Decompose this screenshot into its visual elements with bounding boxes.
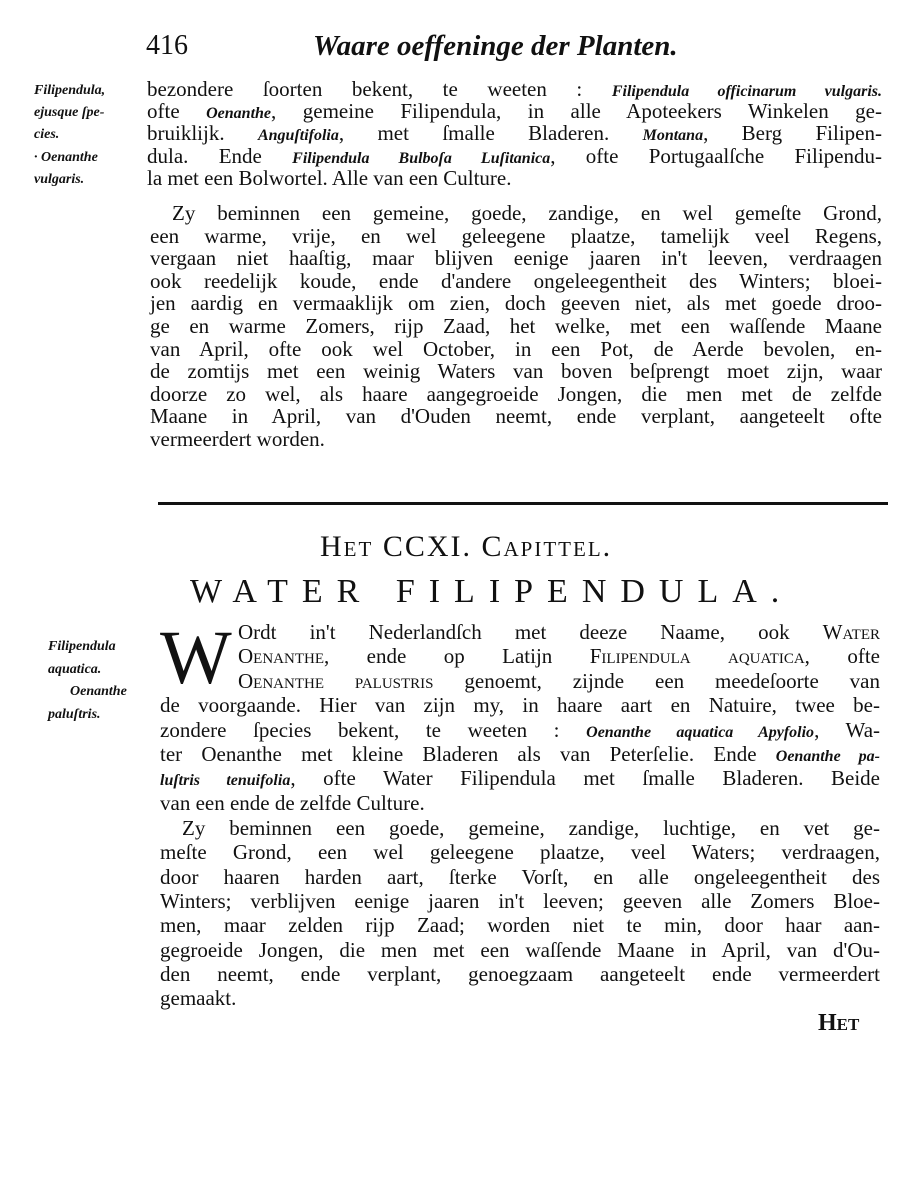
- catchword: Het: [818, 1010, 860, 1036]
- chapter-heading: Het CCXI. Capittel.: [320, 530, 613, 563]
- text-run: de zomtijs met een weinig Waters van boven beſprengt moet zijn, waar: [150, 359, 882, 384]
- text-line: [182, 817, 880, 839]
- text-run: , ofte Water Filipendula met ſmalle Bladeren. Beide: [290, 766, 880, 791]
- text-run: vergaan niet haaſtig, maar blijven eenige jaaren in't leeven, verdraagen: [150, 246, 882, 271]
- text-line: [160, 767, 880, 792]
- text-line: [150, 315, 882, 337]
- text-run: , ende op Latijn: [323, 644, 590, 669]
- text-run: van een ende de zelfde Culture.: [160, 790, 425, 815]
- section-divider: [158, 502, 888, 505]
- latin-name: Oenanthe pa-: [775, 748, 880, 765]
- text-run: bezondere ſoorten bekent, te weeten :: [147, 77, 612, 101]
- latin-name: Oenanthe: [206, 105, 272, 123]
- text-run: Ordt in't Nederlandſch met deeze Naame, ook: [238, 620, 823, 644]
- text-run: bruiklijk.: [147, 121, 258, 146]
- text-line: [160, 890, 880, 912]
- text-run: genoemt, zijnde een meedeſoorte van: [433, 668, 880, 693]
- text-line: [160, 694, 880, 716]
- latin-name: Oenanthe aquatica Apyfolio: [586, 723, 815, 741]
- text-run: dula. Ende: [147, 143, 293, 168]
- latin-name: Anguſtifolia: [257, 127, 339, 145]
- text-line: [160, 792, 880, 814]
- text-run: ter Oenanthe met kleine Bladeren als van Peterſelie. Ende: [160, 742, 776, 766]
- text-line: [150, 428, 882, 450]
- text-run: gemaakt.: [160, 986, 237, 1011]
- text-run: Winters; verblijven eenige jaaren in't leeven; geeven alle Zomers Bloe-: [160, 888, 880, 913]
- text-line: [147, 167, 882, 189]
- text-run: door haaren harden aart, ſterke Vorſt, en alle ongeleegentheit des: [160, 864, 880, 889]
- text-run: gegroeide Jongen, die men met een waſſende Maane in April, van d'Ou-: [160, 937, 880, 962]
- text-run: men, maar zelden rijp Zaad; worden niet te min, door haar aan-: [160, 913, 880, 938]
- text-run: van April, ofte ook wel October, in een Pot, de Aerde bevolen, en-: [150, 336, 882, 361]
- margin-note: · Oenanthe: [34, 149, 98, 165]
- text-line: [150, 338, 882, 360]
- text-line: [160, 866, 880, 888]
- text-run: meſte Grond, een wel geleegene plaatze, veel Waters; verdraagen,: [160, 840, 880, 865]
- small-caps-name: Oenanthe: [238, 644, 324, 669]
- text-line: [150, 247, 882, 269]
- text-run: vermeerdert worden.: [150, 427, 325, 451]
- margin-note: Oenanthe: [70, 684, 127, 699]
- text-run: ofte: [147, 99, 207, 124]
- latin-name: Filipendula officinarum vulgaris.: [611, 83, 882, 100]
- margin-note: paluſtris.: [48, 706, 101, 722]
- text-line: [172, 202, 882, 224]
- text-run: zondere ſpecies bekent, te weeten :: [160, 717, 587, 742]
- text-run: , ofte: [804, 644, 880, 669]
- text-line: [238, 621, 880, 643]
- text-run: de voorgaande. Hier van zijn my, in haare aart en Natuire, twee be-: [160, 693, 880, 718]
- margin-note: vulgaris.: [34, 171, 85, 187]
- drop-cap: W: [160, 616, 232, 700]
- text-line: [160, 719, 880, 744]
- text-line: [150, 270, 882, 292]
- margin-note: Filipendula: [48, 639, 116, 654]
- page-number: 416: [146, 30, 188, 61]
- text-line: [150, 225, 882, 247]
- text-run: , gemeine Filipendula, in alle Apoteekers Winkelen ge-: [271, 99, 882, 124]
- text-run: Zy beminnen een goede, gemeine, zandige, luchtige, en vet ge-: [182, 816, 880, 840]
- latin-name: luſtris tenuifolia: [160, 772, 291, 790]
- text-run: ge en warme Zomers, rijp Zaad, het welke, met een waſſende Maane: [150, 314, 882, 338]
- margin-note: ejusque ſpe-: [34, 105, 105, 121]
- margin-note: cies.: [34, 127, 60, 143]
- text-line: [150, 383, 882, 405]
- small-caps-name: Filipendula aquatica: [589, 644, 805, 669]
- latin-name: Filipendula Bulboſa Luſitanica: [292, 149, 551, 167]
- text-run: doorze zo wel, als haare aangegroeide Jongen, die men met de zelfde: [150, 381, 882, 406]
- text-line: [238, 645, 880, 667]
- text-run: , Berg Filipen-: [703, 121, 882, 146]
- text-line: [238, 670, 880, 692]
- text-line: [160, 939, 880, 961]
- small-caps-name: Oenanthe palustris: [238, 668, 434, 693]
- margin-note: aquatica.: [48, 661, 102, 677]
- latin-name: Montana: [642, 127, 704, 145]
- text-line: [160, 987, 880, 1009]
- text-run: , Wa-: [814, 717, 881, 742]
- text-line: [160, 743, 880, 768]
- text-run: Zy beminnen een gemeine, goede, zandige, en wel gemeſte Grond,: [172, 201, 882, 225]
- text-run: den neemt, ende verplant, genoegzaam aangeteelt ende vermeerdert: [160, 961, 880, 986]
- text-line: [150, 360, 882, 382]
- text-line: [160, 963, 880, 985]
- text-line: [160, 914, 880, 936]
- chapter-title: WATER FILIPENDULA.: [190, 573, 794, 610]
- text-run: , ofte Portugaalſche Filipendu-: [550, 143, 882, 168]
- text-line: [150, 292, 882, 314]
- text-run: Maane in April, van d'Ouden neemt, ende verplant, aangeteelt ofte: [150, 404, 882, 429]
- text-run: een warme, vrije, en wel geleegene plaatze, tamelijk veel Regens,: [150, 223, 882, 248]
- text-run: la met een Bolwortel. Alle van een Culture.: [147, 165, 512, 190]
- small-caps-name: Water: [822, 620, 880, 644]
- margin-note: Filipendula,: [34, 83, 106, 98]
- text-line: [150, 405, 882, 427]
- text-run: ook reedelijk koude, ende d'andere ongeleegentheit des Winters; bloei-: [150, 268, 882, 293]
- text-run: , met ſmalle Bladeren.: [338, 121, 643, 146]
- text-run: jen aardig en vermaaklijk om zien, doch geeven niet, als met goede droo-: [150, 291, 882, 316]
- text-line: [160, 841, 880, 863]
- running-title: Waare oeffeninge der Planten.: [313, 30, 678, 62]
